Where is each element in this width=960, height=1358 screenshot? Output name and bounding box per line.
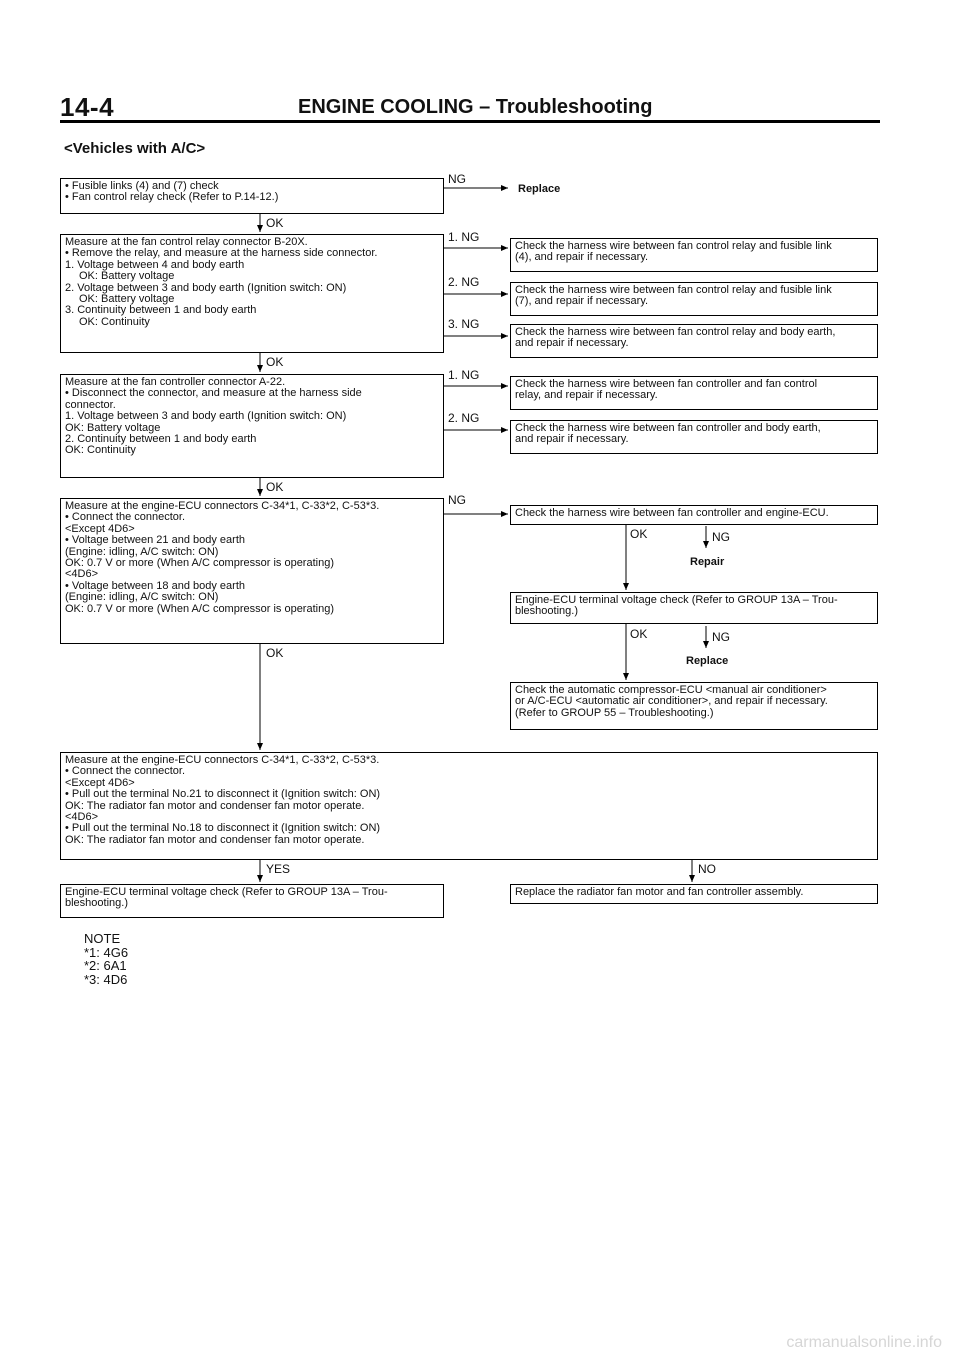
label-ok: OK <box>266 646 284 660</box>
result-box-replace-fan-motor: Replace the radiator fan motor and fan controller assembly. <box>510 884 878 904</box>
label-replace: Replace <box>686 655 729 667</box>
page-title: ENGINE COOLING – Troubleshooting <box>298 96 653 118</box>
box-line-ok: OK: Battery voltage <box>79 293 175 306</box>
note-block <box>84 932 128 986</box>
label-ng: NG <box>712 530 730 544</box>
result-box-ecu-terminal-check: Engine-ECU terminal voltage check (Refer to GROUP 13A – Trou- bleshooting.) <box>510 592 878 624</box>
result-box-controller-relay: Check the harness wire between fan controller and fan control relay, and repair if necessary. <box>510 376 878 410</box>
result-box-controller-ecu: Check the harness wire between fan controller and engine-ECU. <box>510 505 878 525</box>
section-heading: <Vehicles with A/C> <box>64 140 206 157</box>
label-repair: Repair <box>690 556 725 568</box>
box-line: 3. Continuity between 1 and body earth <box>65 304 257 317</box>
check-box-relay-connector <box>60 234 444 353</box>
note-item: *1: 4G6 <box>84 944 129 960</box>
result-box-compressor-ecu: Check the automatic compressor-ECU <manual air conditioner> or A/C-ECU <automatic air conditioner>, and repair if necessary. (Refer to GROUP 55 – Troubleshooting.) <box>510 682 878 730</box>
note-item: *3: 4D6 <box>84 971 128 987</box>
check-box-fan-controller: Measure at the fan controller connector A-22. • Disconnect the connector, and measure at the harness side connector. 1. Voltage between 3 and body earth (Ignition switch: ON) OK: Battery voltage 2. Continuity between 1 and body earth OK: Continuity <box>60 374 444 478</box>
label-ng-3: 3. NG <box>448 317 480 331</box>
label-ok: OK <box>266 480 284 494</box>
box-line: 2. Voltage between 3 and body earth (Ignition switch: ON) <box>65 281 347 294</box>
watermark-footer: carmanualsonline.info <box>786 1334 942 1351</box>
result-box-harness-earth: Check the harness wire between fan control relay and body earth, and repair if necessary. <box>510 324 878 358</box>
check-box-fusible-links: • Fusible links (4) and (7) check • Fan control relay check (Refer to P.14-12.) <box>60 178 444 214</box>
label-ng-2: 2. NG <box>448 275 480 289</box>
box-line-ok: OK: Battery voltage <box>79 270 175 283</box>
label-ng-1: 1. NG <box>448 368 480 382</box>
label-ok: OK <box>630 527 648 541</box>
label-ng-1: 1. NG <box>448 230 480 244</box>
check-box-terminal-disconnect: Measure at the engine-ECU connectors C-34*1, C-33*2, C-53*3. • Connect the connector. <Except 4D6> • Pull out the terminal No.21 to disconnect it (Ignition switch: ON) OK: The radiator fan motor and condenser fan motor operate. <4D6> • Pull out the terminal No.18 to disconnect it (Ignition switch: ON) OK: The radiator fan motor and condenser fan motor operate. <box>60 752 878 860</box>
box-line: Measure at the fan control relay connector B-20X. <box>65 236 308 248</box>
box-line: 1. Voltage between 4 and body earth <box>65 258 245 271</box>
box-line: • Remove the relay, and measure at the harness side connector. <box>65 247 378 260</box>
label-ng: NG <box>448 172 466 186</box>
label-ng-2: 2. NG <box>448 411 480 425</box>
box-line-ok: OK: Continuity <box>79 315 150 328</box>
label-ok: OK <box>266 216 284 230</box>
note-title: NOTE <box>84 931 121 946</box>
result-box-ecu-terminal-check-final: Engine-ECU terminal voltage check (Refer to GROUP 13A – Trou- bleshooting.) <box>60 884 444 918</box>
label-no: NO <box>698 862 716 876</box>
label-ok: OK <box>266 355 284 369</box>
result-box-harness-link4: Check the harness wire between fan control relay and fusible link (4), and repair if necessary. <box>510 238 878 272</box>
result-box-harness-link7: Check the harness wire between fan control relay and fusible link (7), and repair if necessary. <box>510 282 878 316</box>
check-box-engine-ecu-voltage: Measure at the engine-ECU connectors C-34*1, C-33*2, C-53*3. • Connect the connector. <Except 4D6> • Voltage between 21 and body earth (Engine: idling, A/C switch: ON) OK: 0.7 V or more (When A/C compressor is operating) <4D6> • Voltage between 18 and body earth (Engine: idling, A/C switch: ON) OK: 0.7 V or more (When A/C compressor is operating) <box>60 498 444 644</box>
label-ng: NG <box>448 493 466 507</box>
label-ng: NG <box>712 630 730 644</box>
label-ok: OK <box>630 627 648 641</box>
note-item: *2: 6A1 <box>84 958 127 973</box>
label-replace: Replace <box>518 183 561 195</box>
result-box-controller-earth: Check the harness wire between fan controller and body earth, and repair if necessary. <box>510 420 878 454</box>
label-yes: YES <box>266 862 291 876</box>
page-number: 14-4 <box>60 92 115 122</box>
